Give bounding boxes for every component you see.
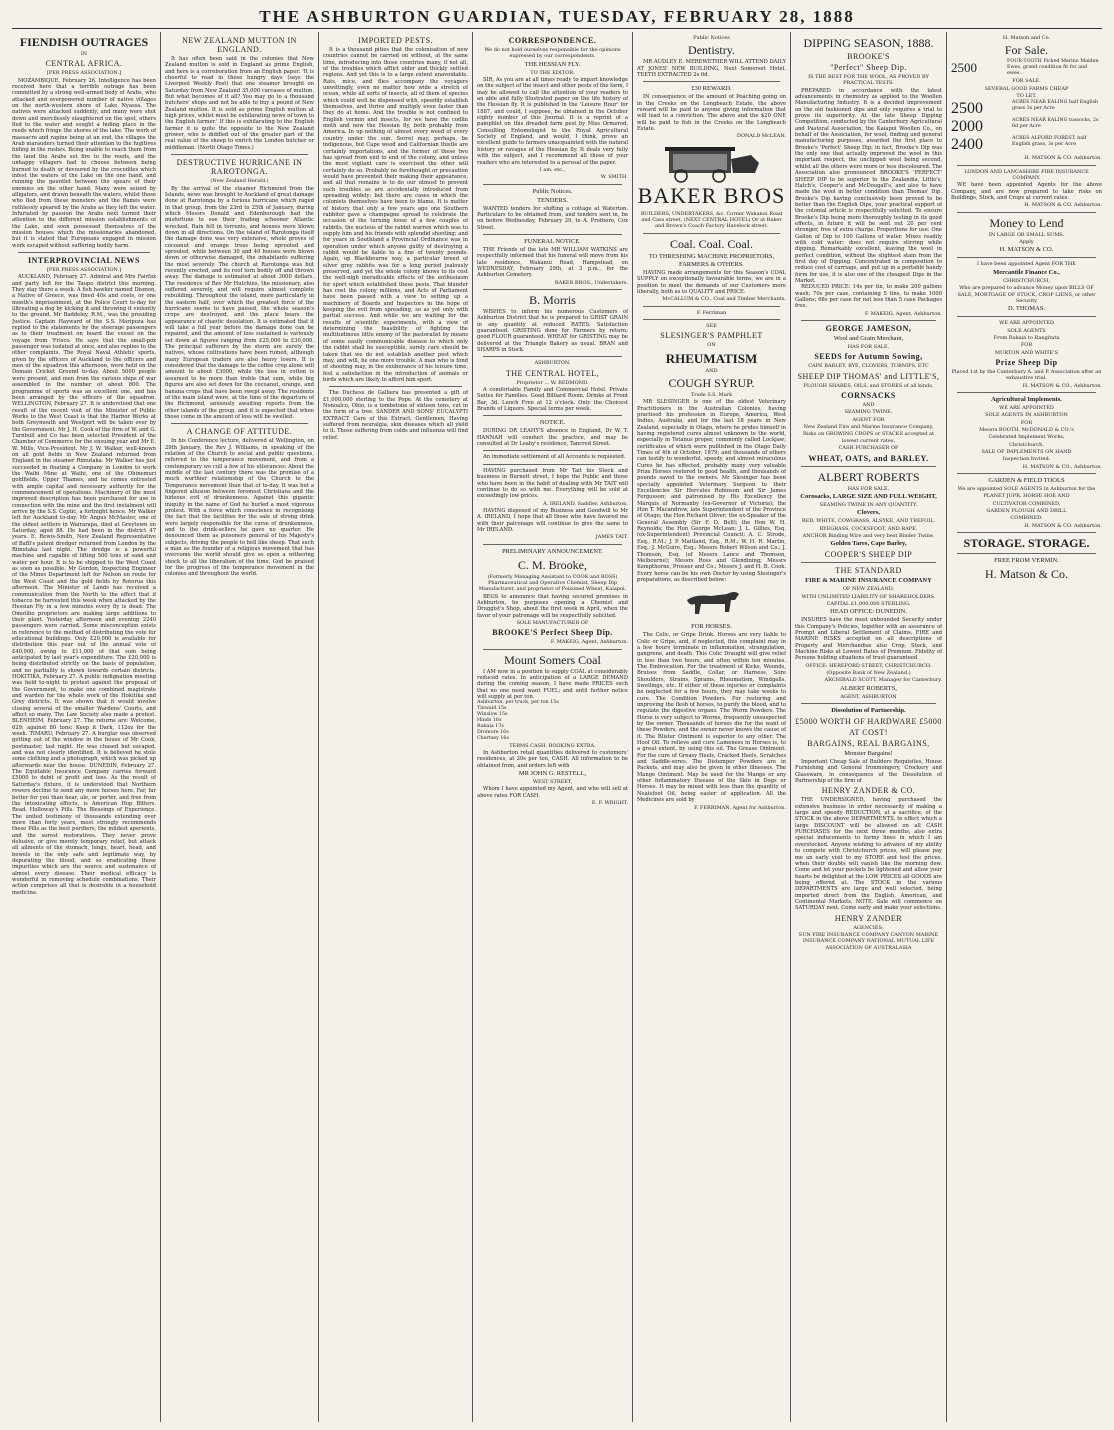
ad-line: SEVERAL GOOD FARMS CHEAP: [984, 85, 1069, 92]
ad-line: RYEGRASS, COCKSFOOT, AND RAPE.: [819, 525, 918, 532]
column-2: [165, 34, 314, 1422]
ad-signature: F. FERRIMAN, Agent for Ashburton.: [694, 804, 786, 811]
ad-heading: C. M. Brooke,: [518, 557, 587, 572]
ad-heading: AT COST!: [849, 728, 888, 738]
article-body: MOZAMBIQUE, February 26. Intelligence has been received here that a terrible outrage has been committed by a strong well-armed body of Arabs, who attacked and overpowered number of native villages on the north-western shore of Lake Nyassa. The natives were attacked suddenly, and many were shot down and mercilessly slaughtered on the spot, others fled to the water and sought a hiding place in the reeds which fringe the shores of the lake. The work of massacre and rapine being at an end, the villages the Arab marauders turned their attention to the fugitives hiding in the rushes. Being unable to reach them from the land the Arabs set fire to the reeds, and the unhappy villagers had to choose between being burned to death or devoured by the crocodiles which infest the waters of the Lake on the one hand, and running the gauntlet between the spears of their enemies on the other hand. Many were seized by alligators, and drawn beneath the waters, whilst those who fled from these monsters and the flames were ruthlessly speared by the Arabs as they left the water. Infuriated by passion the Arabs next turned their attention to the different mission establishments of the Lake, and soon possessed themselves of the mission houses which the missionaries abandoned, but it is stated that Europeans engaged in mission work escaped without suffering bodily harm.: [12, 77, 156, 249]
ad-heading: D. THOMAS.: [1008, 305, 1045, 313]
ad-heading: THE CENTRAL HOTEL,: [505, 368, 600, 378]
ad-body: Whom I have appointed my Agent, and who will sell at above rates FOR CASH.: [477, 786, 628, 799]
ad-heading: Agricultural Implements.: [991, 395, 1062, 403]
ad-name: F. Ferriman: [696, 309, 727, 316]
ad-line: HAS FOR SALE,: [847, 485, 890, 492]
article-body: It is a thousand pities that the colonisation of new countries cannot be carried on without, at the same time, introducing into those countries many, if not all, of the troubles which afflict older and thickly settled regions. And yet this is to a large extent unavoidable. Rats, mice, and flies accompany the voyagers unwittingly, even no matter how wide a stretch of ocean, while all sorts of insects, all of them of species which could well be dispensed with, speedily establish themselves, and thrive and multiply even faster than they do at home. And the trouble is not confined to English vermin and insects, for we have the codlin moth and now the Hessian fly, both probably from America. In up nothing of almost every weed of every country under the sun. Sorrel may, perhaps, be indigenous, but Cape weed and Californian thistle are certainly importations, and the former of these two has spread from end to end of the colony, and unless the most vigilant care is exercised the other will certainly do so. Probably no forethought or precaution would have prevented their making their appearance, and all that remains is to do our utmost to prevent such troubles as are accidentally introduced from spreading widely; but there are cases in which the colonists themselves have been to blame. It is matter of history that only a few years ago one Southern rabbiter gave a champagne spread to celebrate the occasion of the turning loose of a few couples of rabbits, the nucleus of the rabbit warren which was to supply him and his friends with splendid shooting; and for years in Southland a Provincial Ordinance was in operation under which anyone guilty of destroying a rabbit would be liable to a fine of twenty pounds. Again, up Blackbourne way, a particular breed of silver grey rabbits was for a long period jealously preserved, and yet the whole colony knows to its cost the well-nigh ineradicable effects of the enthusiasm for sport which established these pests. That blunder has cost the colony millions, and Acts of Parliament have been passed with a view to setting up a machinery of Boards and Inspectors in the hope of keeping the evil from spreading, so as yet only with partial success. And while we are waiting for the results of scientific experiments, with a view of determining the feasibility of fighting the multitudinous little enemy of the pastoralist by means of some easily communicable disease to which only the rabbit shall be susceptible, surely care should be taken that we do not establish another pest which may, and will, be one more trouble. A man who is fond of shooting may, in the exuberance of his leisure time, feel a satisfaction in the introduction of animals or birds which are likely to afford him sport.: [323, 47, 468, 383]
price-row: Tinwald 15s: [477, 706, 507, 712]
column-rule: [946, 32, 947, 1422]
ad-body: A comfortable Family and Commercial Hotel. Private Suites for Families. Good Billiard Room. Drinks at Front Bar, 3d. Lunch Free at 12 o'clock. Only the Choicest Brands of Liquors. Special terms per week.: [477, 387, 628, 413]
notice-heading: TENDERS.: [537, 196, 568, 204]
ad-line: CASH PURCHASER OF: [838, 445, 899, 452]
ad-body: PREPARED in accordance with the latest advancements in chemistry as applied to the Woollen Manufacturing Industry. It is a decided improvement on the old fashioned dips and only requires a trial to prove its superiority. At the late Sheep Dipping Competition, conducted by the Canterbury Agricultural and Pastoral Association, the Kaiapoi Woollen Co., on behalf of the Association, for wool, finding and general manufacturing purposes, awarded the first place to Brooke's 'Perfect' Sheep Dip; in fact, Brooke's Dip was the only one that actually improved the wool in this important respect, the unclipped wool being second, whilst all the others were more or less discoloured. The Association also pronounced BROOKE'S 'PERFECT' SHEEP DIP to be superior to the Zealandia, Little's, Hatch's, Cooper's and McDougall's, and also to have made the wool in better condition than Thomas' Dip. Brooke's Dip having conclusively been proved to be better than the English Dips, your practical support of the colonial article is respectfully solicited. To ensure Brooke's Dip being more thoroughly testing in its good effects, in future it will be sent out 20 per cent stronger, free of extra charge. Proportions for use: One Gallon of Dip to 100 Gallons of water. Mixes readily with cold water; does not require stirring while dipping. Remarkably excellent, leaving the wool in perfect condition, without the slightest stain from the first day of Dipping. Concentrated in composition to reduce cost of carriage, and put up in a portable handy form for use, it is also one of the cheapest Dips in the Market.: [795, 87, 942, 284]
notice-heading: £30 REWARD.: [691, 85, 732, 93]
ad-heading: Dentistry.: [688, 43, 735, 58]
ad-line: OF NEW ZEALAND.: [842, 586, 895, 593]
ad-signature: H. MATSON & CO. Ashburton.: [1024, 202, 1102, 209]
divider: [483, 415, 622, 416]
article-body: The Duchess de Galliera has presented a gift of £1,000,000 sterling to the Pope. At the cemetery at Nonoalco, Ohio, is a tombstone of sixteen tons, cut in the form of a tree. SANDER AND SONS' EUCALYPTI EXTRACT. Care of this Extract, Gentlemen, Having suffered from neuralgia, skin diseases which all yield to it. Those suffering from colds and influenza will find relief.: [323, 390, 468, 441]
ad-body: THE UNDERSIGNED, having purchased the extensive business in order necessarily of making a large and speedy REDUCTION, at a sacrifice, of the STOCK in the above DEPARTMENTS, to effect which a large DISCOUNT will be allowed on all CASH PURCHASES for the next three months; also extra special inducements to farmy lines in which I am overstocked. Anyone wishing to advance of my ability to compete with Christchurch prices, will please pay me an early visit to my STORE and test the prices, when their doubts will vanish like the morning dew. Come and let your pockets be lightened and allow your hearts be delighted at the LOW PRICES all GOODS are being offered at. The STOCK in the various DEPARTMENTS are large and well selected, being imported direct from the English, American, and Continental Markets. NOTE. Sale will commence on SATURDAY next. Come early and make your selections.: [795, 797, 942, 912]
ad-text: ACRES NEAR EALING tussocks, 2s 6d per Acre: [1012, 118, 1099, 130]
ad-line: WE ARE APPOINTED: [999, 320, 1054, 327]
ad-heading: For Sale.: [1004, 43, 1049, 58]
ad-heading: BROOKE'S Perfect Sheep Dip.: [492, 628, 613, 638]
divider: [801, 703, 936, 704]
divider: [483, 544, 622, 545]
ad-line: Placed 1st by the Canterbury A. and P. Association after an exhaustive trial.: [951, 368, 1102, 382]
divider: [957, 257, 1096, 258]
ad-body: WISHES to inform his numerous Customers of Ashburton District that he is prepared to GRIST GRAIN in any quantity at reduced RATES. Satisfaction guaranteed. GRISTING done for Farmers by return; good FLOUR guaranteed. WHEAT for GRISTING may be delivered at the Triangle Bakery as usual. BRAN and SHARPS in Stock.: [477, 308, 628, 354]
ad-subheading: TO THRESHING MACHINE PROPRIETORS, FARMERS & OTHERS.: [648, 252, 775, 268]
ad-heading: DIPPING SEASON, 1888.: [803, 36, 934, 50]
ad-heading: FIRE & MARINE INSURANCE COMPANY: [805, 577, 932, 585]
ad-heading: RHEUMATISM: [665, 350, 758, 366]
ad-text: FOUR-TOOTH Picked Merino Maiden Ewes, grand condition fit for and ewes.: [1007, 59, 1099, 77]
ad-heading: B. Morris: [529, 292, 576, 307]
masthead: [12, 6, 1102, 29]
ad-heading: Money to Lend: [989, 215, 1064, 230]
article-credit: TO THE EDITOR.: [530, 69, 575, 76]
divider: [801, 562, 936, 563]
ad-heading: LONDON AND LANCASHIRE FIRE INSURANCE COMPANY.: [964, 168, 1089, 182]
divider: [643, 319, 780, 320]
ad-heading: ALBERT ROBERTS,: [840, 684, 897, 692]
ad-line: TO LET.: [1016, 93, 1037, 100]
ad-heading: Wool and Grain Merchant,: [833, 335, 904, 343]
ad-heading: FOR HORSES.: [691, 623, 732, 631]
ad-text: ACRES NEAR EALING half English grass 3s per Acre: [1012, 100, 1099, 112]
masthead-title: THE ASHBURTON GUARDIAN, TUESDAY, FEBRUARY 28, 1888: [259, 7, 855, 26]
ad-heading: Prize Sheep Dip: [995, 357, 1058, 367]
ad-body: BEGS to announce that having secured premises in Ashburton, he purposes opening a Chemist and Druggist's Shop, about the first week in April, when the favor of your patronage will be respectfully solicited.: [477, 593, 628, 619]
price-row: Chertsey 16s: [477, 735, 509, 741]
ad-line: CAPITAL £1,000,000 STERLING.: [826, 600, 911, 607]
column-1: [12, 34, 156, 1422]
ad-line: (Opposite Bank of New Zealand.): [826, 670, 911, 676]
ad-line: MURTON AND WHITE'S: [994, 349, 1059, 356]
ad-line: New Zealand Fire and Marine Insurance Company,: [803, 424, 934, 431]
price-list: [477, 700, 628, 741]
ad-line: SOLE AGENTS IN ASHBURTON: [985, 412, 1068, 419]
ad-subheading: IS THE BEST FOR THE WOOL, AS PROVED BY PRACTICAL TESTS.: [808, 74, 929, 87]
letter-signature: W. SMITH.: [600, 174, 628, 181]
article-heading: NEW ZEALAND MUTTON IN ENGLAND.: [182, 36, 297, 54]
ad-line: From Rakaia to Rangitata: [993, 334, 1060, 341]
column-rule: [632, 32, 633, 1422]
ad-heading: "Perfect" Sheep Dip.: [830, 63, 907, 72]
ad-row: [951, 136, 1102, 154]
letter-signoff: I am, etc.,: [539, 166, 566, 173]
ad-line: FOR SALE.: [1012, 78, 1041, 85]
ad-body: I AM now in a position to supply COAL at considerably reduced rates. In anticipation of a LARGE DEMAND during the coming season, I have made PRICES such that no one need want FUEL; and until further notice will supply at per ton.: [477, 668, 628, 701]
divider: [18, 252, 150, 253]
ad-heading: ALBERT ROBERTS: [817, 469, 920, 484]
ad-line: WITH UNLIMITED LIABILITY OF SHAREHOLDERS.: [801, 593, 936, 600]
ad-line: SUN FIRE INSURANCE COMPANY CANTON MARINE INSURANCE COMPANY NATIONAL MUTUAL LIFE ASSOCIATION OF AUSTRALASIA: [798, 931, 939, 951]
ad-signature: F. MAKEIG, Agent, Ashburton.: [864, 310, 942, 317]
column-rule: [318, 32, 319, 1422]
section-heading: CORRESPONDENCE.: [508, 36, 597, 45]
notice-heading: NOTICE.: [539, 419, 566, 427]
price-row: Ashburton, per truck, per ton 15s: [477, 700, 559, 706]
horse-illustration-icon: [677, 586, 747, 620]
ad-body: WE have been appointed Agents for the above Company, and are now prepared to take risks on Buildings, Stock, and Crops at current rates.: [951, 182, 1102, 202]
ad-heading: H. Matson & Co.: [984, 567, 1068, 582]
ad-heading: SOLE MANUFACTURER OF: [516, 620, 589, 626]
divider: [801, 320, 936, 321]
ad-heading: Cornsacks, LARGE SIZE AND FULL WEIGHT,: [800, 492, 937, 500]
divider: [483, 289, 622, 290]
notice-body: DURING DR LEAHY'S absence in England, Dr W. T. HANNAH will conduct the practice, and may be consulted at Dr Leahy's residence, Tancred Street.: [477, 428, 628, 448]
ad-number: 2400: [951, 136, 983, 154]
ad-proprietor: Proprietor ... W. REDMOND.: [516, 379, 589, 386]
article-credit: (New Zealand Herald.): [210, 178, 269, 185]
ad-line: WE ARE APPOINTED: [999, 404, 1054, 411]
ad-signature: F. MAKEIG, Agent, Ashburton.: [550, 639, 628, 646]
notice-body: WANTED tenders for shifting a cottage at Waterton. Particulars to be obtained from, and tenders sent in, be on before Wednesday, February 29, to A. Prothero, Cox Street.: [477, 205, 628, 231]
ad-body: MR SLESINGER is one of the oldest Veterinary Practitioners in the Australian Colonies, having practised his profession in Europe, America, West Indies, Australia, and for the last 18 years in New Zealand, especially in Otago, where he prides himself in having registered cures almost unknown to the world, especially in Tetanus proper, commonly called Lockjaw; certificates of which were published in the Otago Daily Times of 4th of October, 1879; and thousands of others can testify to wonderful, speedy, and almost miraculous Cures he has effected, probably many very valuable Prize Horses restored to good health, and thousands of pounds saved to the owners. Mr Slesinger has been specially appointed Veterinary Surgeon to their Excellencies Sir Hercules Robinson and Sir James Fergusson; and patronised by His Excellency the Marquis of Normanby (ex-Governor of Victoria); the Hon T. Macandrew, late Superintendent of the Province of Otago; the Hon Richard Oliver; the ex-Speaker of the General Assembly (Sir F. D. Bell); the Hon W. H. Reynolds; the Hon George McLean; J. L. Gillies, Esq. (ex-Superintendent) Provincial Council; A. C. Strode, Esq., R.M.; J. P. Maitland, Esq., R.M.; W. H. R. Martin, Esq.; J. McGuire, Esq.; Messrs Robert Wilson and Co.; J. Thomson, Esq. (of Messrs Lance and Thomson, Melbourne); Messrs Ross and Glendining; Messrs Kempthorne, Prosser and Co.; Messrs J. and H. B. Cook. Every horse can be his own Doctor by using Slesinger's preparations, as described below:: [637, 399, 786, 583]
ad-line: Apply: [1019, 239, 1034, 246]
article-subheading: IN: [80, 51, 88, 57]
ad-heading: Dissolution of Partnership.: [831, 707, 906, 715]
ad-number: 2500: [951, 100, 983, 118]
ad-heading: GEORGE JAMESON,: [825, 324, 912, 334]
price-row: Rakaia 17s: [477, 724, 504, 730]
ad-heading: HENRY ZANDER: [834, 913, 903, 923]
ad-line: AND: [862, 402, 875, 409]
ad-line: Inspection Invited.: [1002, 456, 1051, 463]
ad-line: Risks on GROWING CROPS or STACKS accepted at lowest current rates.: [802, 431, 935, 444]
divider: [483, 356, 622, 357]
divider: [957, 165, 1096, 166]
ad-line: AGENT, ASHBURTON: [840, 693, 897, 700]
column-rule: [472, 32, 473, 1422]
ad-line: PLANET JUPR. HORSE HOE AND: [983, 493, 1070, 500]
ad-row: [951, 118, 1102, 136]
ad-line: SEAMING TWINE IN ANY QUANTITY.: [819, 501, 918, 508]
section-heading: Public Notices: [693, 35, 730, 41]
ad-heading: SLESINGER'S PAMPHLET: [660, 331, 763, 341]
ad-line: ANCHOR Binding Wire and very best Binder Twine.: [802, 532, 935, 539]
notice-signature: JAMES TAIT.: [595, 534, 628, 541]
ad-heading: MR JOHN G. RESTELL,: [518, 770, 587, 778]
divider: [957, 553, 1096, 554]
ad-heading: H. MATSON & CO.: [999, 246, 1054, 254]
ad-line: CULTIVATOR COMBINED,: [992, 500, 1061, 507]
notice-body: An immediate settlement of all Accounts is requested.: [483, 454, 626, 461]
ad-line: GARDEN PLOUGH AND DRILL: [986, 508, 1067, 515]
ad-heading: THE STANDARD: [835, 566, 902, 576]
divider: [329, 386, 462, 387]
ad-signature: H. MATSON & CO., Ashburton.: [1022, 463, 1102, 470]
article-body: AUCKLAND, February 27. Admiral and Mrs Fairfax and party left for the Taupo district this morning. They stay there a week. A fish hawker named Dismon, a Native of Greece, was fined 40s and costs, or one month's imprisonment, at the Police Court to-day for illtreating a dog by kicking it and throwing it violently to the ground. Mr Baddeley, R.M., was the presiding Justice. Captain Hayward of the S.S. Maripoza has replied to the statements by the steerage passengers as to their treatment on board the vessel on the voyage from 'Frisco. He says that the small-pox passenger was isolated at once, and also replies to the other complaints. The Royal Naval Athletic sports, given by the officers of Auckland to the officers and men of the squadron this afternoon, were held on the Domain Cricket Ground to-day. About 5000 people were present, and men from the various ships of war assembled to the number of about 800. The programme of sports was an excellent one, and has been arranged by the officers of the squadron. WELLINGTON, February 27. It is understood that one result of the recent visit of the Minister of Public Works to the West Coast is that the Harbor Works at both Greymouth and Westport will be taken over by the Government. Mr J. H. Cook of the firm of W. and G. Turnbull and Co has been selected President of the Chamber of Commerce for the ensuing year and Mr E. W. Mills, Vice-President. Mr J. W. Walker, well-known on all gold fields in New Zealand returned from England in the steamer Rimutaka. Mr Walker has just succeeded in floating a Company in London to work the Waihi Mine at Waihi, one of the Ohinemuri goldfields, Upper Thames, and he comes entrusted with ample capital and necessary authority for the commencement of operations. Machinery of the most improved description has been purchased for use in connection with the mine and the first instalment will arrive by the S.S. Coptic, a fortnight hence. Mr Walker left for Auckland to-day. Mr Angus McMaster, one of the oldest settlers in Wairarapa, died at Greytown on Saturday, aged 88. He had been in the district 47 years. E. Rewis-Smith, New Zealand Representative of Baffi's patent dredger returned from London by the Rimutaka last night. The dredge is a powerful machine and capable of lifting 500 tons of sand and water per hour. It is to be shipped to the West Coast as soon as possible. Mr Gordon, Inspecting Engineer of the Mines Department left for Nelson en route for the West Coast and the gold fields by Rotorua this afternoon. The Minister of Lands has received a communication from the North to the effect that if tobacco be harvested this week when attacked by the Hessian Fly in a few minutes every fly is dead. The Omotiho proprietors are making large additions to their plant. Yesterday afternoon and evening 2240 passengers were carried. Some misconception exists in reference to the method of distributing the vote for educational buildings. Only £20,000 is available for distribution this year out of the annual vote of £40,000, owing to £11,000 of that sum being anticipated by last year's expenditure. The £20,000 is being distributed strictly on the basis of population, and no partiality is shown towards certain districts. HOKITIKA, February 27. A public indignation meeting was held to-night to protest against the proposal of the Government, to make one combined magistrate and warden for the whole work of the Hokitika and Grey districts. It was shown that it would involve closing several of the smaller Wardens' Courts, and affect so many. The Law Society also made a protest. BLENHEIM, February 27. The returns are: Welcome, 629; against 80 tons; Keep it Dark, 112oz for the week. TIMARU, February 27. A burglar was observed getting out of the window in the house of Mr Cook, postmaster, last night. He was chased but escaped, and was not clearly identified. It is believed he stole some clothing and a photograph, which was picked up afterwards near the house. DUNEDIN, February 27. The Equitable Insurance Company carries forward £5000 to debit of profit and loss. As the result of Saturday's fixture, it is understood that Northern rowers decline to send any more horses here. Far, far better for you than hear, ale, or porter, and free from the intoxicating effects, is American Hop Bitters. Read. Holloway's Pills. The Blessings of Experience. The united testimony of thousands extending over more than forty years, most strongly recommends these Pills as the best purifiers, the mildest aperients, and the surest restoratives. They never prove delusive, or give merely temporary relief, but attack all ailments of the stomach, lungs, heart, head, and bowels in the only safe and legitimate way, by depurating the blood, and so eradicating those impurities which are the source and sustenance of almost every disease. Their medical efficacy is wonderful in removing schedule combinations. Their action comprises all that is desirable in a household medicine.: [12, 274, 156, 896]
ad-heading: PRELIMINARY ANNOUNCEMENT.: [501, 547, 604, 555]
divider: [483, 450, 622, 451]
notice-signature: A. IRELAND, Saddler, Ashburton.: [543, 500, 628, 507]
ad-line: SOLE AGENTS: [1007, 327, 1046, 334]
ad-line: H. Matson and Co.: [1002, 35, 1051, 41]
ad-line: CAPE BARLEY, RYE, CLOVERS, TURNIPS, ETC: [808, 363, 929, 370]
divider: [483, 184, 622, 185]
price-row: Winslow 15s: [477, 712, 508, 718]
hearse-illustration-icon: [647, 143, 777, 185]
article-credit: [PER PRESS ASSOCIATION.]: [46, 266, 122, 273]
ad-heading: GARDEN & FIELD TOOLS: [988, 477, 1065, 485]
notice-heading: FUNERAL NOTICE.: [524, 237, 581, 245]
ad-heading: COUGH SYRUP.: [668, 375, 755, 390]
ad-row: [951, 100, 1102, 118]
ad-heading: SEEDS for Autumn Sowing,: [814, 352, 923, 362]
letter-body: SIR, As you are at all times ready to impart knowledge on the subject of the insect and other pests of the farm, I may be allowed to call the attention of your readers to an able and fully illustrated paper on the life history of the Hessian fly. It is published in the 'Leisure Hour' for 1887, and could, I suppose, be obtained in the October eighty number of this Journal. It is a reprint of a pamphlet on this dreaded farm pest by Miss Ormerod, Consulting Entomologist to the Royal Agricultural Society of England, and would, I think, prove an excellent guide to farmers unacquainted with the natural history or ravages of the Hessian fly. It deals very fully with the subject, and I recommend all those of your readers who are interested to a perusal of the paper.: [477, 77, 628, 166]
ad-signature: McCALLUM & CO., Coal and Timber Merchants.: [662, 296, 786, 303]
trade-mark: Trade S.S. Mark: [690, 391, 733, 398]
ad-line: COMBINED.: [1010, 515, 1043, 522]
ad-line: Celebrated Implement Works,: [988, 434, 1065, 441]
ad-heading: ASHBURTON.: [534, 360, 571, 367]
divider: [957, 212, 1096, 213]
ad-line: AGENT FOR: [852, 416, 885, 423]
article-body: In his Conference lecture, delivered at Wellington, on 29th January, the Rev J. Williams, in speaking of the relation of the Church to social and public questions, referred to the temperance movement, and from a contemporary we cull a few of his utterances: About the middle of the last century there was the promise of a much worthier relationship of the Church to the Temperance movement than that of to-day. It was but a fingered allusion between foremost Christians and the hideous evil of drunkenness. Against this gigantic iniquity in the name of God he hurled a most vigorous protest. With a force which conscience in recognising the fact that the facilities for the sale of strong drink were largely responsible for the curse of drunkenness, and to the drink-sellers he gave no quarter. He denounced them as poisoners general of his Majesty's subjects, driving the people to hell like sheep. That such a man as the founder of a religious movement that has overcome the world should give so open a withering shock to all the liberalism of the time. God be praised for the progress of the temperance movement in the colonies and throughout the world.: [165, 438, 314, 578]
ad-heading: HENRY ZANDER & CO.: [821, 786, 916, 796]
ad-heading: STORAGE. STORAGE.: [963, 536, 1090, 551]
divider: [957, 473, 1096, 474]
price-row: Dromore 16s: [477, 729, 509, 735]
ad-signature: H. MATSON & CO. Ashburton.: [1024, 155, 1102, 162]
ad-heading: CORNSACKS: [841, 391, 896, 401]
ad-body: BUILDERS, UNDERTAKERS, &c. Corner Wakanui Road and Cass street, (NEXT CENTRAL HOTEL) Or at Baker and Brown's Coach Factory Havelock street.: [640, 210, 783, 230]
divider: [171, 423, 308, 424]
article-credit: [PER PRESS ASSOCIATION.]: [46, 70, 122, 77]
ad-heading: FREE FROM VERMIN.: [994, 557, 1059, 565]
ad-body: Important Cheap Sale of Builders Requisites, House Furnishing and General Ironmongery, Crockery and Glassware, in consequence of the Dissolution of Partnership of the firm of: [795, 759, 942, 785]
ad-body: (Formerly Managing Assistant to COOK and ROSS) Pharmaceutical and Operative Chemist, Sheep Dip Manufacturer, and proprietor of Poisoned Wheat, Kaiapoi.: [478, 573, 627, 593]
article-heading: A CHANGE OF ATTITUDE.: [186, 427, 293, 437]
ad-line: OFFICE: HEREFORD STREET, CHRISTCHURCH.: [805, 662, 932, 669]
ad-body: REDUCED PRICE: 14s per tin, to make 200 gallons wash; 70s per case, containing 5 tins, to make 1000 Gallons; 68s per case for not less than 5 case Packages free.: [795, 284, 942, 310]
ad-body: In Ashburton retail quantities delivered to customers' residences, at 20s per ton, CASH. All information to be obtained from, and orders left with: [477, 750, 628, 769]
ad-heading: TERMS CASH. BOOKING EXTRA.: [509, 742, 596, 749]
divider: [483, 649, 622, 650]
ad-heading: Clovers,: [857, 509, 880, 517]
divider: [801, 466, 936, 467]
article-heading: FIENDISH OUTRAGES: [19, 35, 149, 49]
notice-signature: DONALD McLEAN.: [736, 133, 786, 140]
ad-heading: Mount Somers Coal: [504, 652, 601, 667]
article-body: By the arrival of the steamer Richmond from the Islands, news was brought to Auckland of great damage done at Rarotonga by a furious hurricane which raged in that group, from the 23rd to 25th of January, during which Messrs Donald and Edenborough had the misfortune to see their trading schooner Atlantic wrecked. Rain fell in torrents, and houses were blown down in all directions. On the island of Rarotonga itself the damage done was very extensive, whole groves of cocoanut and orange trees being uprooted and sprouted, while between 30 and 40 houses were blown down or otherwise damaged, the inhabitants suffering the most severely. The church at Rarotonga was but recently erected, and its roof torn bodily off and thrown away. The damage is estimated at about 3000 dollars. The residence of Rev Mr Hutchins, the missionary, also suffered severely, and will require almost complete rebuilding. Throughout the island, more particularly in the eastern half, over which the greatest force of the hurricane seems to have passed, the whole season's crops are destroyed, and the place bears the appearance of chaotic desolation. It is estimated that it will take a full year before the damage done can be repaired, and the amount of loss sustained is variously set down at figures ranging from £25,000 to £30,000. The principal sufferers by the storm are surely the natives, whose cultivations have been ruined, although many European traders are also heavy losers. It is considered that the damage to the coffee crop alone will amount to about £3000, while the loss in cotton is assumed to be more than treble that sum, while big figures are also set down for the cocoanut, orange, and banana crops that have been swept away. The residents of the main island were, at the time of the departure of the Richmond, anxiously awaiting reports from the other islands of the group, and it is expected that when those come in the amount of loss will be swelled.: [165, 185, 314, 420]
ad-heading: Mercantile Finance Co.,: [993, 268, 1060, 276]
ad-signature: H. MATSON & CO., Ashburton.: [1022, 382, 1102, 389]
price-row: Hinds 16s: [477, 718, 502, 724]
ad-line: Who are prepared to advance Money upon BILLS OF SALE, MORTGAGE OF STOCK, CROP LIENS, or other Security: [957, 285, 1096, 304]
column-5: [637, 34, 786, 1422]
ad-text: ACRES ALFORD FOREST, half English grass, 3s per Acre: [1012, 136, 1087, 148]
ad-heading: AND: [705, 367, 718, 374]
column-rule: [790, 32, 791, 1422]
ad-heading: ON: [707, 342, 716, 349]
ad-heading: WHEAT, OATS, and BARLEY.: [808, 453, 929, 463]
ad-number: 2500: [951, 60, 977, 76]
ad-line: FOR: [1020, 419, 1033, 426]
ad-line: SEAMING TWINE,: [844, 409, 893, 416]
notice-signature: BAKER BROS., Undertakers.: [554, 279, 628, 286]
ad-heading: SHEEP DIP THOMAS' and LITTLE'S,: [797, 371, 940, 381]
ad-body: HAVING made arrangements for this Season's COAL SUPPLY on exceptionally favourable terms, we are in a position to meet the demands of our Customers more liberally, both as to QUALITY and PRICE.: [637, 269, 786, 295]
article-body: It has often been said in the colonies that New Zealand mutton is sold in England as prime English, and here is a corroboration from an English paper: 'It is cheerful to read in these hungry days (says the Liverpool Weekly Post) that one steamer brought on Saturday from New Zealand 35,000 carcases of mutton. But what becomes of it all? You may go to a thousand butchers' shops and not be able to buy a pound of New Zealand mutton. It is sold as prime English mutton at high prices, whilst must be exhilarating news of town to the English farmer.' If this is exhilarating to the English farmer it is quite the opposite to the New Zealand grower, who is diddled out of the greater part of the real value of the sheep to enrich the London butcher or middleman. (North Otago Times.): [165, 56, 314, 151]
notice-body: HAVING disposed of my Business and Goodwill to Mr A. IRELAND, I hope that all those who have favored me with their patronage will continue to give the same to Mr IRELAND.: [477, 507, 628, 533]
ad-line: We are appointed SOLE AGENTS in Ashburton for the: [957, 486, 1096, 493]
ad-heading: HEAD OFFICE: DUNEDIN.: [830, 608, 907, 616]
ad-number: 2000: [951, 118, 983, 136]
article-heading: THE HESSIAN FLY.: [524, 60, 581, 68]
divider: [957, 532, 1096, 533]
ad-line: IN LARGE OR SMALL SUMS.: [988, 231, 1065, 238]
divider: [483, 234, 622, 235]
ad-line: I have been appointed Agent FOR THE: [977, 261, 1076, 268]
ad-body: The Colic, or Gripe Drink. Horses are very liable to Colic or Gripe, and, if neglected, this complaint may in a few hours terminate in inflammation, strangulation, gangrene, and death. This Colic Draught will give relief in less than two hours, and often within ten minutes. The Embrocation. For the treatment of Kicks, Wounds, Bruises from Saddle, Collar, or Harness, Sore Shoulders, Strains, Sprains, Rheumatism, Windgalls, Swellings, etc. If either of these injuries or complaints be neglected for a few hours, they may take weeks to cure. The Condition Powders. For restoring and improving the flesh of horses, to purify the blood, and to regulate the digestive organs. The Worm Powders. The Horse is very subject to Worms, frequently unsuspected by the owner. Thousands of horses die for the want of these Powders, and the owner never knows the cause of it. The Blister Ointment is superior to any other. The Hoof Oil. To relieve and cure Lameness in Horses is, to a great extent, by using this oil. The Grease Ointment. For the cure of Greasy Heels, Cracked Heels, Scratches and Saddle-sores. The Distemper Powders are in Packets, and may also be given in other illnesses. The Mange Ointment. May be used for the Mange or any other Inflammatory Disease of the Skin in Dogs or Horses. It may be mixed with less than the quantity of Neatsfoot Oil, being easier of application. All the Medicines are sold by: [637, 632, 786, 804]
divider: [171, 154, 308, 155]
column-6: [795, 34, 942, 1422]
column-7: [951, 34, 1102, 1422]
column-4: [477, 34, 628, 1422]
ad-line: CHRISTCHURCH,: [1003, 277, 1050, 284]
divider: [957, 392, 1096, 393]
article-heading: DESTRUCTIVE HURRICANE IN RAROTONGA.: [176, 158, 303, 177]
ad-signature: ARCHIBALD SCOTT, Manager for Canterbury.: [824, 677, 942, 684]
ad-line: FOR: [1020, 342, 1033, 349]
ad-heading: COOPER'S SHEEP DIP: [824, 550, 913, 560]
ad-heading: BAKER BROS: [637, 182, 786, 208]
ad-line: PLOUGH SHARES, OILS, and STORES of all kinds,: [803, 382, 934, 389]
ad-line: AGENCIES:: [853, 924, 884, 931]
ad-line: Christchurch.: [1009, 441, 1044, 448]
ad-heading: Golden Tares, Cape Barley,: [830, 540, 907, 548]
divider: [483, 464, 622, 465]
ad-heading: HAS FOR SALE,: [847, 344, 890, 351]
ad-heading: WEST STREET,: [532, 779, 573, 786]
divider: [643, 306, 780, 307]
ad-body: MR AUDLEY E. MEREWETHER WILL ATTEND DAILY AT JONES' NEW BUILDING, Next Somerset Hotel. TEETH EXTRACTED 2s 6d.: [637, 59, 786, 79]
ad-heading: BARGAINS, REAL BARGAINS,: [807, 739, 930, 749]
ad-heading: Monster Bargains!: [844, 750, 893, 758]
ad-heading: BROOKE'S: [847, 52, 890, 61]
section-heading: Public Notices.: [532, 187, 573, 195]
ad-line: Messrs BOOTH, McDONALD & CO.'s: [979, 426, 1074, 433]
divider: [643, 81, 780, 82]
editorial-note: We do not hold ourselves responsible for the opinions expressed by our correspondents.: [484, 47, 621, 60]
notice-body: IN consequence of the amount of Poaching going on in the Creeks on the Longbeach Estate, the above reward will be paid to anyone giving information that will lead to a conviction. The above and the $20 ONE will be paid to fish in the Creeks on the Longbeach Estate.: [637, 94, 786, 133]
divider: [957, 316, 1096, 317]
column-3: [323, 34, 468, 1422]
divider: [643, 233, 780, 234]
ad-row: [951, 59, 1102, 77]
ad-heading: SEE: [706, 322, 717, 329]
ad-line: RED, WHITE, COWGRASS, ALSYKE, AND TREFOIL.: [801, 518, 936, 525]
ad-heading: £5000 WORTH OF HARDWARE £5000: [795, 717, 942, 727]
article-heading: INTERPROVINCIAL NEWS: [27, 255, 141, 265]
ad-signature: E. F. WRIGHT.: [591, 800, 628, 807]
notice-body: HAVING purchased from Mr Tait his Stock and business in Burnett street, I hope the Public and those who have been in the habit of dealing with Mr TAIT will continue to do so with me. Everything will be sold at exceedingly low prices.: [477, 467, 628, 500]
column-rule: [160, 32, 161, 1422]
article-heading: IMPORTED PESTS.: [357, 36, 434, 45]
ad-heading: Coal. Coal. Coal.: [670, 236, 753, 251]
article-subheading: CENTRAL AFRICA.: [45, 59, 123, 69]
ad-signature: H. MATSON & CO. Ashburton.: [1024, 522, 1102, 529]
notice-body: THE Friends of the late MR WILLIAM WATKINS are respectfully informed that his funeral will move from his late residence, Wakanui Road, Hampstead, on WEDNESDAY, February 29th, at 3 p.m., for the Ashburton Cemetery.: [477, 246, 628, 279]
ad-body: INSURES have the most unbounded Security under this Company's Policies, together with an assurance of Prompt and Liberal Settlement of Claims. FIRE and MARINE RISKS accepted on all descriptions of Property and Merchandise also Crop, Stock, and Machine Risks at Lowest Rates of Premium. Fidelity of Persons holding situations of trust guaranteed.: [795, 617, 942, 662]
ad-line: SALE OF IMPLEMENTS ON HAND: [981, 449, 1072, 455]
